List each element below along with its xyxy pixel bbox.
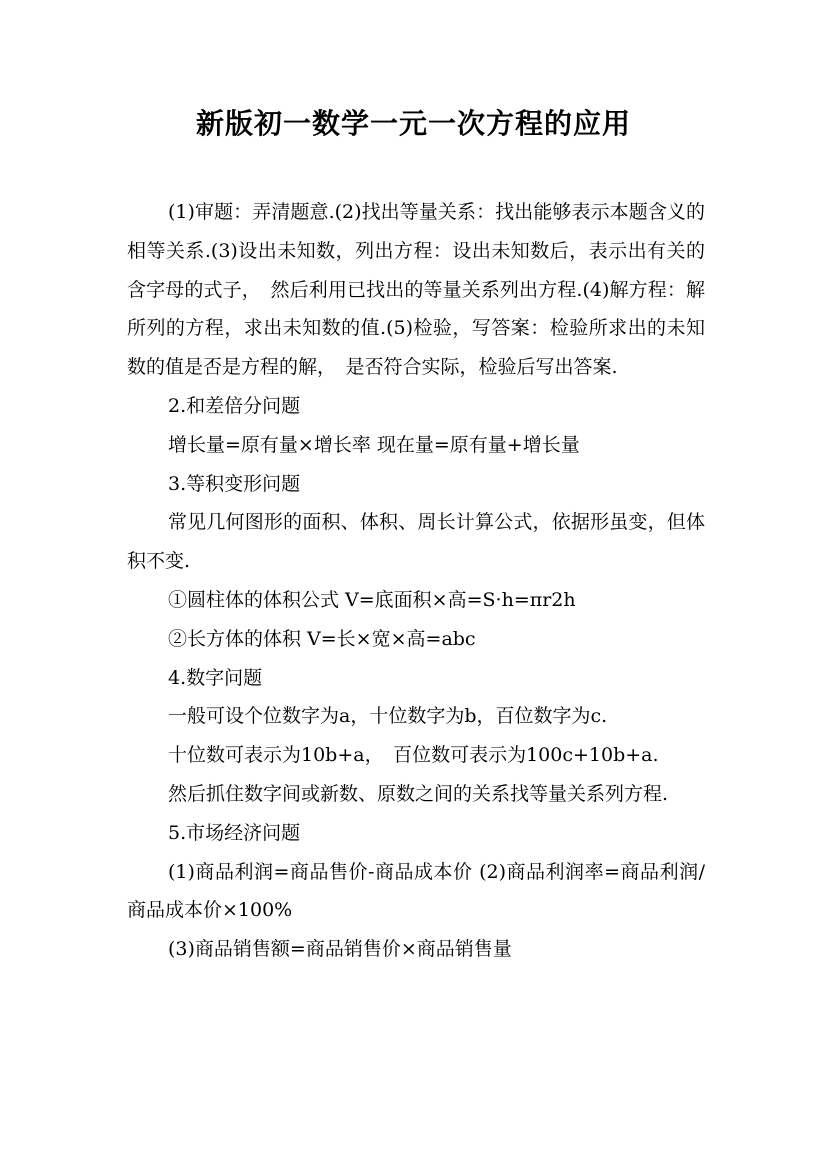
paragraph-profit-formulas: (1)商品利润=商品售价-商品成本价 (2)商品利润率=商品利润/商品成本价×100% <box>127 860 705 922</box>
paragraph-geometry-formulas: 常见几何图形的面积、体积、周长计算公式，依据形虽变，但体积不变. <box>127 511 705 573</box>
paragraph-sales-formula: (3)商品销售额=商品销售价×商品销售量 <box>168 938 512 961</box>
heading-sum-difference-multiple: 2.和差倍分问题 <box>168 394 301 417</box>
paragraph-digit-variables: 一般可设个位数字为a，十位数字为b，百位数字为c. <box>168 705 608 728</box>
heading-market-economy: 5.市场经济问题 <box>168 821 301 844</box>
paragraph-cuboid-volume: ②长方体的体积 V=长×宽×高=abc <box>168 627 476 650</box>
document-title: 新版初一数学一元一次方程的应用 <box>195 107 631 140</box>
paragraph-cylinder-volume: ①圆柱体的体积公式 V=底面积×高=S·h=πr2h <box>168 588 576 611</box>
heading-equal-volume: 3.等积变形问题 <box>168 472 301 495</box>
paragraph-digit-relations: 然后抓住数字间或新数、原数之间的关系找等量关系列方程. <box>168 782 669 805</box>
paragraph-solving-steps: (1)审题：弄清题意.(2)找出等量关系：找出能够表示本题含义的相等关系.(3)设出未知数，列出方程：设出未知数后，表示出有关的含字母的式子， 然后利用已找出的等量关系列出方程.(4)解方程：解所列的方程，求出未知数的值.(5)检验，写答案：检验所求出的未知数的值是否是方程的解， 是否符合实际，检验后写出答案. <box>127 201 705 379</box>
paragraph-digit-expressions: 十位数可表示为10b+a， 百位数可表示为100c+10b+a. <box>168 744 659 767</box>
document-body <box>127 193 705 969</box>
paragraph-growth-formula: 增长量=原有量×增长率 现在量=原有量+增长量 <box>168 433 580 456</box>
heading-digit-problems: 4.数字问题 <box>168 666 263 689</box>
